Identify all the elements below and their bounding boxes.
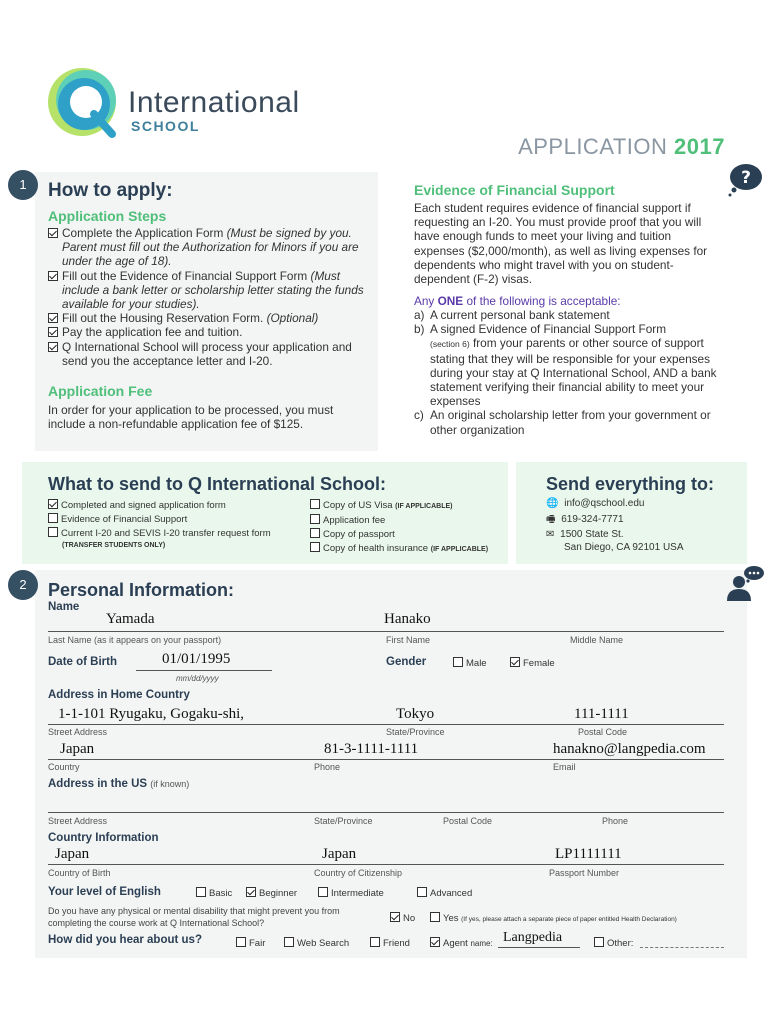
what-to-send-heading: What to send to Q International School:	[48, 474, 386, 494]
country-field[interactable]: Japan	[60, 741, 95, 757]
country-label: Country	[48, 762, 80, 772]
option-label: No	[403, 913, 416, 924]
citizenship-label: Country of Citizenship	[314, 868, 403, 878]
list-item	[310, 528, 488, 542]
option-label: Web Search	[297, 938, 350, 949]
send-everything-heading: Send everything to:	[546, 474, 715, 494]
gender-label: Gender	[386, 656, 427, 668]
hear-other-option[interactable]	[594, 937, 633, 949]
option-label: Female	[523, 658, 555, 669]
name-line	[48, 631, 724, 632]
globe-icon: 🌐	[546, 498, 559, 509]
english-level-label: Your level of English	[48, 886, 161, 898]
hear-web-search-option[interactable]	[284, 937, 349, 949]
last-name-field[interactable]: Yamada	[106, 611, 155, 627]
checkbox[interactable]	[594, 937, 604, 947]
checkbox[interactable]	[196, 887, 206, 897]
personal-info-panel	[35, 570, 747, 958]
us-address-label	[48, 778, 189, 790]
checkbox[interactable]	[48, 513, 58, 523]
title-text: APPLICATION	[518, 134, 668, 159]
step-text: Complete the Application Form	[62, 226, 227, 240]
step-note: (Must include a bank letter or scholarship letter stating the funds available for your studies).	[62, 268, 364, 312]
checkbox-checked[interactable]	[246, 887, 256, 897]
agent-name-field[interactable]: Langpedia	[503, 930, 563, 945]
checkbox-checked[interactable]	[510, 657, 520, 667]
email-label: Email	[553, 762, 576, 772]
checkbox[interactable]	[236, 937, 246, 947]
step-1-badge: 1	[8, 170, 38, 200]
country-info-line	[48, 864, 724, 865]
street-field[interactable]: 1-1-101 Ryugaku, Gogaku-shi,	[58, 706, 245, 722]
agent-name-line	[498, 947, 580, 948]
people-chat-icon	[724, 564, 766, 602]
step-text: Fill out the Housing Reservation Form.	[62, 311, 267, 326]
hear-fair-option[interactable]	[236, 937, 265, 949]
checkbox[interactable]	[430, 912, 440, 922]
step-2-badge: 2	[8, 570, 38, 600]
checkbox-checked[interactable]	[390, 912, 400, 922]
option-label: Friend	[383, 938, 410, 949]
address-line-2: San Diego, CA 92101 USA	[564, 542, 684, 553]
middle-name-label: Middle Name	[570, 635, 624, 645]
checkbox[interactable]	[318, 887, 328, 897]
street-label: Street Address	[48, 727, 108, 737]
last-name-label: Last Name (as it appears on your passport)	[48, 635, 222, 645]
address-line-1: 1500 State St.	[560, 529, 624, 540]
send-right-list	[310, 499, 488, 557]
option-label: Male	[466, 658, 487, 669]
any-one: ONE	[437, 294, 464, 308]
gender-male-option[interactable]	[453, 657, 487, 669]
checkbox[interactable]	[310, 514, 320, 524]
checkbox-checked[interactable]	[48, 342, 58, 352]
dob-label: Date of Birth	[48, 656, 117, 668]
any-suffix: of the following is acceptable:	[463, 294, 621, 308]
mail-icon: ✉	[546, 529, 555, 540]
send-left-list	[48, 499, 271, 551]
list-item	[310, 542, 488, 557]
contact-email	[546, 497, 644, 511]
step-note: (Must be signed by you. Parent must fill out the Authorization for Minors if you are under the age of 18).	[62, 226, 359, 269]
contact-fax	[546, 513, 624, 527]
list-item	[48, 311, 368, 325]
brand-name: International	[128, 86, 300, 119]
country-of-birth-label: Country of Birth	[48, 868, 111, 878]
home-address-line	[48, 724, 724, 725]
checkbox[interactable]	[310, 542, 320, 552]
option-label: Fair	[249, 938, 266, 949]
application-fee-text: In order for your application to be processed, you must include a non-refundable application fee of $125.	[48, 403, 334, 432]
checkbox[interactable]	[310, 499, 320, 509]
application-title	[518, 134, 725, 160]
fax-icon: 🖷	[546, 514, 556, 525]
postal-field[interactable]: 111-1111	[574, 706, 629, 722]
list-letter: c)	[414, 408, 424, 423]
other-line	[640, 947, 724, 948]
citizenship-field[interactable]: Japan	[322, 846, 357, 862]
checkbox-checked[interactable]	[48, 313, 58, 323]
fax-text: 619-324-7771	[561, 514, 624, 525]
english-advanced-option[interactable]	[417, 887, 472, 899]
contact-address	[546, 528, 624, 542]
checkbox[interactable]	[48, 527, 58, 537]
home-address-label: Address in Home Country	[48, 689, 190, 701]
application-steps-list	[48, 226, 368, 368]
how-to-apply-heading: How to apply:	[48, 180, 173, 201]
svg-text:?: ?	[741, 168, 751, 188]
us-address-note: (if known)	[150, 779, 190, 789]
title-year: 2017	[674, 134, 725, 159]
hear-about-label: How did you hear about us?	[48, 934, 202, 946]
list-item	[48, 513, 271, 527]
passport-label: Passport Number	[549, 868, 620, 878]
english-intermediate-option[interactable]	[318, 887, 384, 899]
option-label: Yes	[443, 913, 459, 924]
acceptable-heading	[414, 294, 621, 308]
step-note: (Optional)	[266, 311, 319, 326]
list-item	[414, 408, 734, 436]
us-address-title: Address in the US	[48, 778, 148, 790]
transfer-note: (TRANSFER STUDENTS ONLY)	[62, 542, 166, 549]
checkbox[interactable]	[370, 937, 380, 947]
us-phone-label: Phone	[602, 816, 629, 826]
list-letter: a)	[414, 308, 425, 322]
application-steps-heading: Application Steps	[48, 208, 167, 224]
list-item	[310, 514, 488, 528]
gender-female-option[interactable]	[510, 657, 555, 669]
list-item	[48, 340, 368, 368]
list-item	[414, 322, 734, 408]
personal-info-heading: Personal Information:	[48, 580, 235, 600]
checkbox[interactable]	[284, 937, 294, 947]
email-field[interactable]: hanakno@langpedia.com	[553, 741, 706, 757]
section-note: (section 6)	[430, 339, 470, 350]
phone-label: Phone	[314, 762, 341, 772]
application-fee-heading: Application Fee	[48, 383, 153, 399]
option-label: Basic	[209, 888, 233, 899]
checkbox-checked[interactable]	[48, 327, 58, 337]
english-beginner-option[interactable]	[246, 887, 297, 899]
checkbox-checked[interactable]	[48, 271, 58, 281]
step-text: Q International School will process your application and send you the acceptance letter and I-20.	[62, 339, 352, 368]
passport-field[interactable]: LP1111111	[555, 846, 622, 862]
dob-line	[136, 670, 272, 671]
list-item	[48, 527, 271, 541]
item-text: Evidence of Financial Support	[61, 514, 188, 525]
state-label: State/Province	[386, 727, 445, 737]
us-street-label: Street Address	[48, 816, 108, 826]
list-item	[310, 499, 488, 514]
list-text: A current personal bank statement	[430, 308, 610, 322]
disability-question: Do you have any physical or mental disability that might prevent you from completing the course work at Q International School?	[48, 906, 340, 928]
us-postal-label: Postal Code	[443, 816, 493, 826]
checkbox-checked[interactable]	[430, 937, 440, 947]
option-label: Advanced	[430, 888, 473, 899]
checkbox[interactable]	[453, 657, 463, 667]
country-of-birth-field[interactable]: Japan	[55, 846, 90, 862]
checkbox-checked[interactable]	[48, 499, 58, 509]
list-letter: b)	[414, 322, 425, 337]
brand-sub: SCHOOL	[131, 118, 200, 134]
dob-format: mm/dd/yyyy	[176, 674, 219, 683]
option-label: Agent	[443, 938, 468, 949]
item-tag: (IF APPLICABLE)	[395, 503, 453, 510]
item-text: Copy of passport	[323, 529, 395, 540]
phone-field[interactable]: 81-3-1111-1111	[324, 741, 419, 757]
first-name-field[interactable]: Hanako	[384, 611, 431, 627]
list-text-rest: from your parents or other source of support stating that they will be responsible for your expenses during your stay at Q International School, AND a bank statement verifying their financial ability to meet your expenses	[430, 336, 717, 409]
english-basic-option[interactable]	[196, 887, 232, 899]
list-item	[48, 226, 368, 269]
item-text: Completed and signed application form	[61, 500, 226, 511]
any-prefix: Any	[414, 294, 438, 308]
state-field[interactable]: Tokyo	[396, 706, 435, 722]
disability-no-option[interactable]	[390, 912, 415, 924]
us-address-line	[48, 812, 724, 813]
step-text: Fill out the Evidence of Financial Support Form	[62, 268, 311, 283]
checkbox-checked[interactable]	[48, 228, 58, 238]
financial-support-heading: Evidence of Financial Support	[414, 182, 615, 198]
checkbox[interactable]	[310, 528, 320, 538]
agent-name-label: name:	[470, 939, 493, 948]
hear-friend-option[interactable]	[370, 937, 410, 949]
item-tag: (IF APPLICABLE)	[430, 546, 489, 553]
option-label: Other:	[607, 938, 634, 949]
name-label: Name	[48, 601, 80, 613]
hear-agent-option[interactable]	[430, 937, 493, 949]
first-name-label: First Name	[386, 635, 431, 645]
contact-line	[48, 759, 724, 760]
country-info-label: Country Information	[48, 832, 159, 844]
email-text: info@qschool.edu	[564, 498, 645, 509]
item-text: Copy of US Visa	[323, 500, 396, 511]
disability-yes-option[interactable]	[430, 912, 677, 924]
acceptable-list	[414, 308, 734, 437]
list-item	[48, 499, 271, 513]
financial-support-intro: Each student requires evidence of financial support if requesting an I-20. You must provide proof that you will have enough funds to meet your living and tuition expenses ($2,000/month), as well as living expenses for dependents who might travel with you on student-dependent (F-2) visas.	[414, 201, 708, 287]
question-bubble-icon	[724, 162, 764, 198]
list-text: An original scholarship letter from your government or other organization	[430, 408, 711, 437]
yes-note: (If yes, please attach a separate piece of paper entitled Health Declaration)	[461, 916, 677, 923]
us-state-label: State/Province	[314, 816, 373, 826]
school-logo-mark	[42, 62, 128, 148]
option-label: Beginner	[259, 888, 298, 899]
option-label: Intermediate	[331, 888, 384, 899]
postal-label: Postal Code	[578, 727, 628, 737]
dob-field[interactable]: 01/01/1995	[162, 651, 231, 667]
list-item	[48, 269, 368, 312]
list-text: A signed Evidence of Financial Support Form	[430, 322, 667, 337]
list-item	[48, 325, 368, 339]
item-text: Current I-20 and SEVIS I-20 transfer request form	[61, 528, 271, 539]
item-text: Copy of health insurance	[323, 543, 431, 554]
step-text: Pay the application fee and tuition.	[62, 325, 243, 340]
item-text: Application fee	[323, 515, 386, 526]
list-item	[414, 308, 734, 322]
checkbox[interactable]	[417, 887, 427, 897]
